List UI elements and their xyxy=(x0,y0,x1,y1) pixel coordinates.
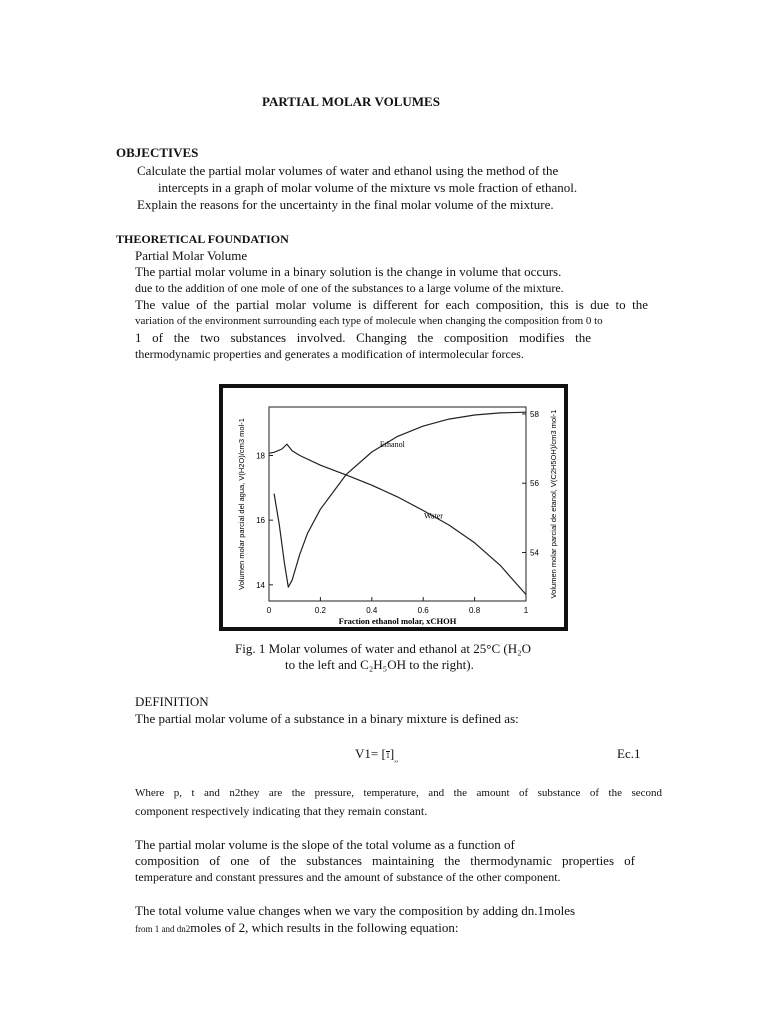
objectives-heading xyxy=(116,145,198,161)
where-line-1: Where p, t and n2they are the pressure, temperature, and the amount of substance of the second xyxy=(135,787,662,799)
theory-line-3: The value of the partial molar volume is different for each composition, this is due to the xyxy=(135,297,648,312)
water-series-label: Water xyxy=(424,511,443,521)
equation-subscript: ,, xyxy=(394,754,399,764)
total-line-2-rest: moles of 2, which results in the following equation: xyxy=(190,920,459,935)
y-right-tick-label: 56 xyxy=(530,479,539,489)
theory-line-1: The partial molar volume in a binary solution is the change in volume that occurs. xyxy=(135,264,562,279)
objectives-heading-text: OBJECTIVES xyxy=(116,145,199,160)
figure-caption-line-1: Fig. 1 Molar volumes of water and ethanol at 25°C (H₂O xyxy=(235,641,532,656)
slope-line-1: The partial molar volume is the slope of the total volume as a function of xyxy=(135,837,515,852)
x-tick-label: 0.6 xyxy=(417,606,429,615)
where-line-2: component respectively indicating that they remain constant. xyxy=(135,804,428,818)
equation-1 xyxy=(355,746,398,764)
x-tick-label: 0.8 xyxy=(469,606,481,615)
x-tick-label: 0.2 xyxy=(314,606,326,615)
y-right-axis-label: Volumen molar parcial de etanol, V(C2H5OH)/cm3 mol-1 xyxy=(549,409,558,599)
y-left-tick-label: 14 xyxy=(256,580,265,590)
equation-lhs: V1= [ xyxy=(355,746,386,761)
total-line-1: The total volume value changes when we vary the composition by adding dn.1moles xyxy=(135,903,576,918)
page-title: PARTIAL MOLAR VOLUMES xyxy=(262,94,440,109)
theory-line-4: variation of the environment surrounding each type of molecule when changing the composition from 0 to xyxy=(135,315,603,327)
molar-volume-chart xyxy=(223,388,564,627)
series-line-ethanol xyxy=(274,412,526,587)
x-tick-label: 1 xyxy=(523,606,529,615)
theory-line-5: 1 of the two substances involved. Changing the composition modifies the xyxy=(135,330,591,345)
theory-heading xyxy=(116,232,289,247)
theory-line-2: due to the addition of one mole of one of the substances to a large volume of the mixture. xyxy=(135,281,564,295)
ethanol-series-label: Ethanol xyxy=(379,439,405,449)
figure-chart xyxy=(219,384,568,631)
y-left-tick-label: 16 xyxy=(256,516,265,526)
definition-heading: DEFINITION xyxy=(135,694,209,709)
objective-item-2 xyxy=(137,197,554,213)
y-right-tick-label: 58 xyxy=(530,409,539,419)
y-right-tick-label: 54 xyxy=(530,548,539,558)
equation-close-bracket: ] xyxy=(389,746,395,761)
definition-line-1: The partial molar volume of a substance in a binary mixture is defined as: xyxy=(135,711,519,726)
theory-heading-text: THEORETICAL FOUNDATION xyxy=(116,232,289,246)
objective-item-1-line-2: intercepts in a graph of molar volume of the mixture vs mole fraction of ethanol. xyxy=(158,180,578,195)
equation-label: Ec.1 xyxy=(617,746,641,761)
figure-caption-line-2: to the left and C₂H₅OH to the right). xyxy=(285,657,474,672)
total-line-2-small: from 1 and dn2 xyxy=(135,924,191,934)
theory-line-6: thermodynamic properties and generates a modification of intermolecular forces. xyxy=(135,347,524,361)
y-left-tick-label: 18 xyxy=(256,451,265,461)
equation-denominator: 1 xyxy=(385,750,390,760)
objective-item-1-line-1: Calculate the partial molar volumes of water and ethanol using the method of the xyxy=(137,163,559,178)
x-axis-label: Fraction ethanol molar, xCHOH xyxy=(338,616,457,626)
slope-line-3: temperature and constant pressures and the amount of substance of the other component. xyxy=(135,870,561,884)
objective-item-1 xyxy=(137,163,558,179)
total-line-2 xyxy=(135,920,459,936)
x-tick-label: 0.4 xyxy=(366,606,378,615)
theory-subheading: Partial Molar Volume xyxy=(135,248,248,263)
slope-line-2: composition of one of the substances maintaining the thermodynamic properties of xyxy=(135,853,635,868)
x-tick-label: 0 xyxy=(266,606,272,615)
series-line-water xyxy=(269,444,526,594)
objective-item-2-text: Explain the reasons for the uncertainty in the final molar volume of the mixture. xyxy=(137,197,554,212)
y-left-axis-label: Volumen molar parcial del agua, V(H2O)/cm3 mol-1 xyxy=(237,418,246,590)
